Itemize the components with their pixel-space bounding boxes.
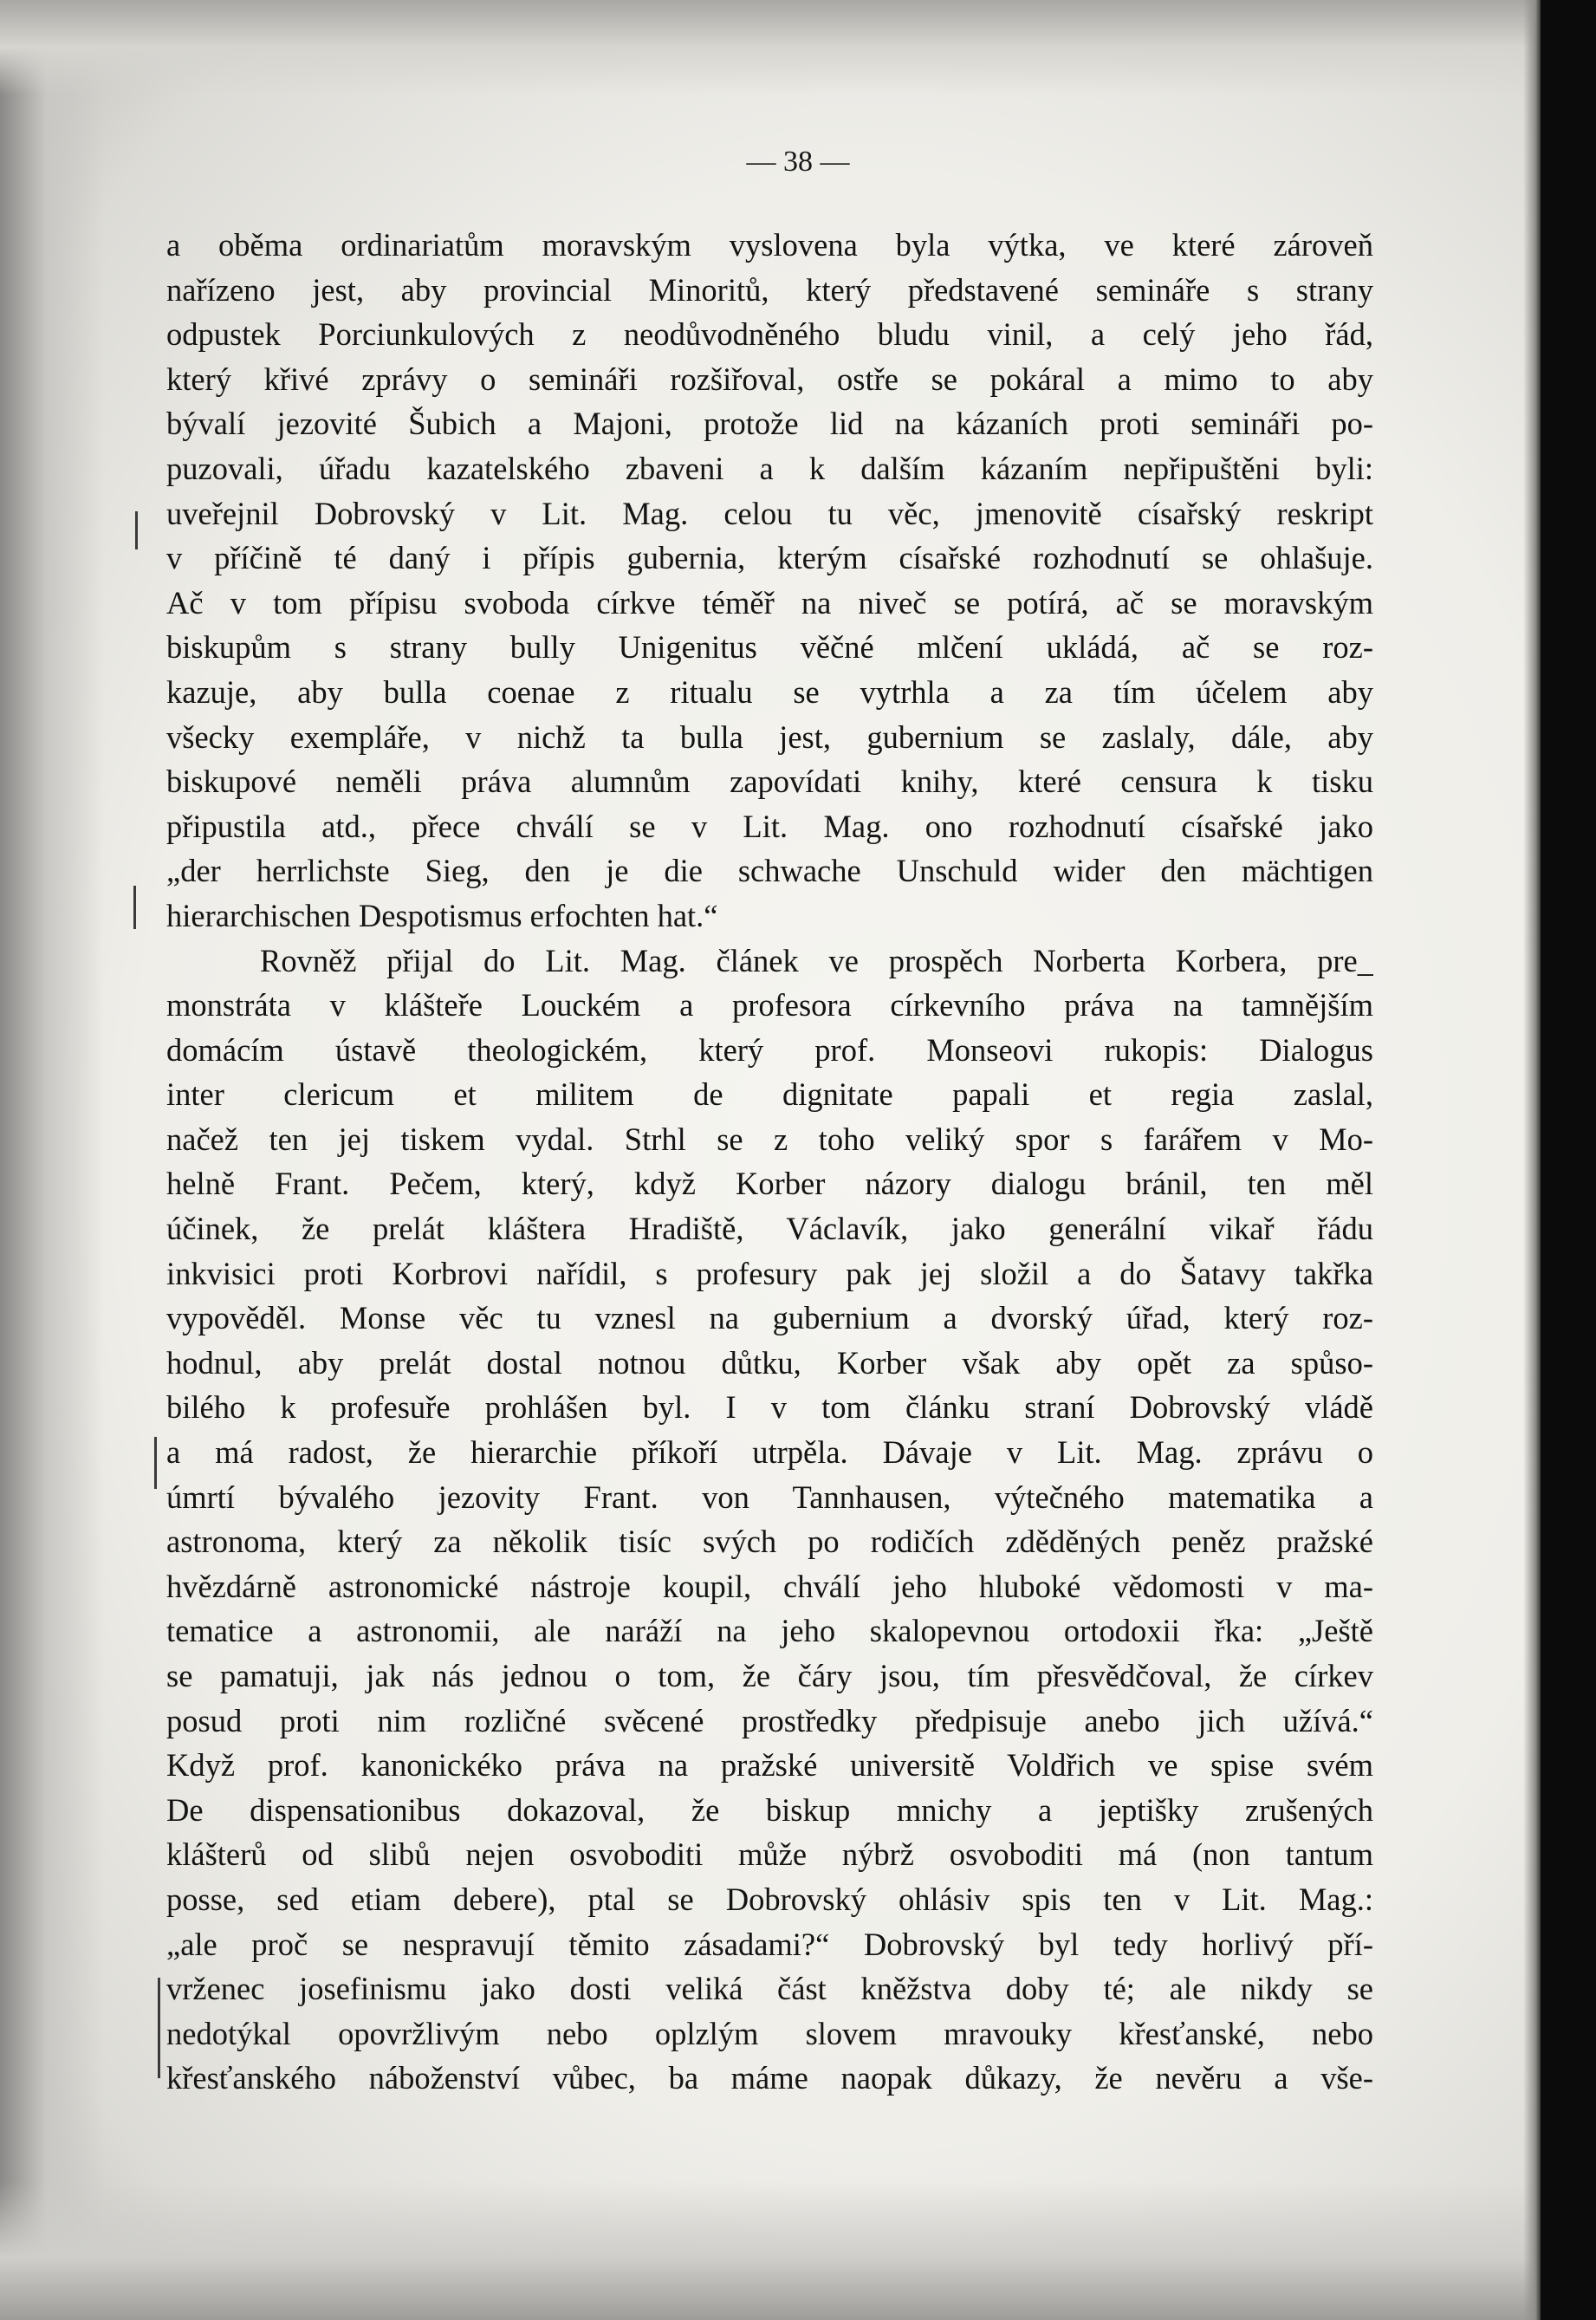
text-line: a má radost, že hierarchie příkoří utrpěla. Dávaje v Lit. Mag. zprávu o [166, 1434, 1373, 1471]
body-text [166, 223, 1373, 2101]
text-line: Rovněž přijal do Lit. Mag. článek ve prospěch Norberta Korbera, pre_ [260, 942, 1373, 978]
text-line: posud proti nim rozličné svěcené prostředky předpisuje anebo jich užívá.“ [166, 1702, 1373, 1738]
text-line: který křivé zprávy o semináři rozšiřoval, ostře se pokáral a mimo to aby [166, 361, 1373, 397]
text-line: inkvisici proti Korbrovi nařídil, s profesury pak jej složil a do Šatavy takřka [166, 1255, 1373, 1291]
text-line: posse, sed etiam debere), ptal se Dobrovský ohlásiv spis ten v Lit. Mag.: [166, 1881, 1373, 1917]
text-line: Ač v tom přípisu svoboda církve téměř na niveč se potírá, ač se moravským [166, 584, 1373, 621]
text-line: křesťanského náboženství vůbec, ba máme naopak důkazy, že nevěru a vše- [166, 2060, 1373, 2096]
text-line: hodnul, aby prelát dostal notnou důtku, Korber však aby opět za spůso- [166, 1344, 1373, 1381]
text-line: vrženec josefinismu jako dosti veliká část kněžstva doby té; ale nikdy se [166, 1971, 1373, 2007]
text-line: nedotýkal opovržlivým nebo oplzlým slovem mravouky křesťanské, nebo [166, 2015, 1373, 2051]
margin-mark [135, 511, 138, 549]
margin-mark [158, 1978, 160, 2078]
text-line: bilého k profesuře prohlášen byl. I v tom článku straní Dobrovský vládě [166, 1389, 1373, 1426]
right-edge-gradient [1523, 0, 1541, 2320]
text-line: v příčině té daný i přípis gubernia, kterým císařské rozhodnutí se ohlašuje. [166, 540, 1373, 576]
text-line: načež ten jej tiskem vydal. Strhl se z toho veliký spor s farářem v Mo- [166, 1121, 1373, 1157]
text-line: vypověděl. Monse věc tu vznesl na gubernium a dvorský úřad, který roz- [166, 1300, 1373, 1336]
text-line: tematice a astronomii, ale naráží na jeho skalopevnou ortodoxii řka: „Ještě [166, 1613, 1373, 1649]
text-line: všecky exempláře, v nichž ta bulla jest, gubernium se zaslaly, dále, aby [166, 718, 1373, 755]
page-number: — 38 — [746, 146, 850, 178]
text-line: inter clericum et militem de dignitate papali et regia zaslal, [166, 1076, 1373, 1113]
text-line: úmrtí bývalého jezovity Frant. von Tannhausen, výtečného matematika a [166, 1478, 1373, 1515]
text-line: monstráta v klášteře Louckém a profesora církevního práva na tamnějším [166, 987, 1373, 1024]
text-line: hvězdárně astronomické nástroje koupil, chválí jeho hluboké vědomosti v ma- [166, 1568, 1373, 1604]
text-line: Když prof. kanonickéko práva na pražské universitě Voldřich ve spise svém [166, 1747, 1373, 1784]
bottom-page-shadow [0, 2181, 1596, 2320]
text-line: „der herrlichste Sieg, den je die schwache Unschuld wider den mächtigen [166, 853, 1373, 889]
margin-mark [133, 886, 136, 929]
text-line: „ale proč se nespravují těmito zásadami?“ Dobrovský byl tedy horlivý pří- [166, 1926, 1373, 1962]
text-line: kazuje, aby bulla coenae z ritualu se vytrhla a za tím účelem aby [166, 673, 1373, 710]
text-line: domácím ústavě theologickém, který prof. Monseovi rukopis: Dialogus [166, 1031, 1373, 1068]
text-line: astronoma, který za několik tisíc svých po rodičích zděděných peněz pražské [166, 1524, 1373, 1560]
margin-mark [154, 1437, 157, 1489]
top-page-shadow [0, 0, 1596, 95]
right-scan-edge [1541, 0, 1596, 2320]
text-line: biskupové neměli práva alumnům zapovídati knihy, které censura k tisku [166, 764, 1373, 800]
text-line: bývalí jezovité Šubich a Majoni, protože lid na kázaních proti semináři po- [166, 406, 1373, 442]
left-page-shadow [0, 0, 104, 2320]
text-line: biskupům s strany bully Unigenitus věčné mlčení ukládá, ač se roz- [166, 629, 1373, 666]
text-line: a oběma ordinariatům moravským vyslovena byla výtka, ve které zároveň [166, 227, 1373, 263]
text-line: odpustek Porciunkulových z neodůvodněného bludu vinil, a celý jeho řád, [166, 316, 1373, 353]
text-line: klášterů od slibů nejen osvoboditi může nýbrž osvoboditi má (non tantum [166, 1836, 1373, 1873]
text-line: puzovali, úřadu kazatelského zbaveni a k dalším kázaním nepřipuštěni byli: [166, 450, 1373, 486]
text-line: uveřejnil Dobrovský v Lit. Mag. celou tu věc, jmenovitě císařský reskript [166, 495, 1373, 531]
text-line: De dispensationibus dokazoval, že biskup mnichy a jeptišky zrušených [166, 1791, 1373, 1828]
text-line: připustila atd., přece chválí se v Lit. Mag. ono rozhodnutí císařské jako [166, 808, 1373, 844]
text-line: účinek, že prelát kláštera Hradiště, Václavík, jako generální vikař řádu [166, 1211, 1373, 1247]
text-line: helně Frant. Pečem, který, když Korber názory dialogu bránil, ten měl [166, 1166, 1373, 1202]
text-line: hierarchischen Despotismus erfochten hat.“ [166, 897, 718, 933]
text-line: nařízeno jest, aby provincial Minoritů, který představené semináře s strany [166, 271, 1373, 308]
text-line: se pamatuji, jak nás jednou o tom, že čáry jsou, tím přesvědčoval, že církev [166, 1658, 1373, 1693]
